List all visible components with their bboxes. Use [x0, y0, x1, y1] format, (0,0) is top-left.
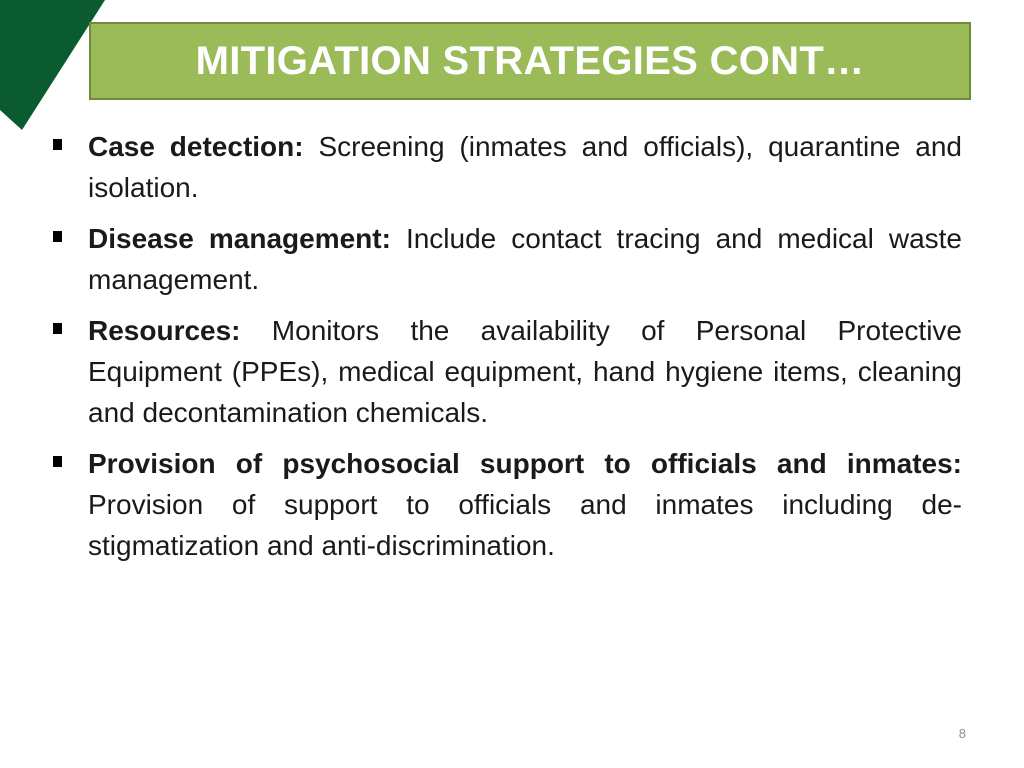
bullet-label: Resources:	[88, 315, 272, 346]
bullet-square-icon	[53, 139, 62, 150]
page-number: 8	[958, 726, 966, 741]
bullet-text: Screening (inmates and officials), quarantine and isolation.	[88, 131, 962, 203]
bullet-square-icon	[53, 323, 62, 334]
bullet-text: Include contact tracing and medical waste management.	[88, 223, 962, 295]
bullet-label: Disease management:	[88, 223, 406, 254]
slide-title: MITIGATION STRATEGIES CONT…	[195, 38, 865, 83]
bullet-item-psychosocial-support	[50, 443, 962, 566]
bullet-item-resources	[50, 310, 962, 433]
bullet-square-icon	[53, 231, 62, 242]
title-banner	[89, 22, 971, 100]
bullet-text: Provision of support to officials and inmates including de-stigmatization and anti-discrimination.	[88, 489, 962, 561]
bullet-list	[50, 126, 962, 576]
bullet-square-icon	[53, 456, 62, 467]
bullet-item-case-detection	[50, 126, 962, 208]
bullet-text: Monitors the availability of Personal Protective Equipment (PPEs), medical equipment, hand hygiene items, cleaning and decontamination chemicals.	[88, 315, 962, 428]
bullet-item-disease-management	[50, 218, 962, 300]
bullet-label: Case detection:	[88, 131, 319, 162]
bullet-label: Provision of psychosocial support to officials and inmates:	[88, 448, 962, 479]
